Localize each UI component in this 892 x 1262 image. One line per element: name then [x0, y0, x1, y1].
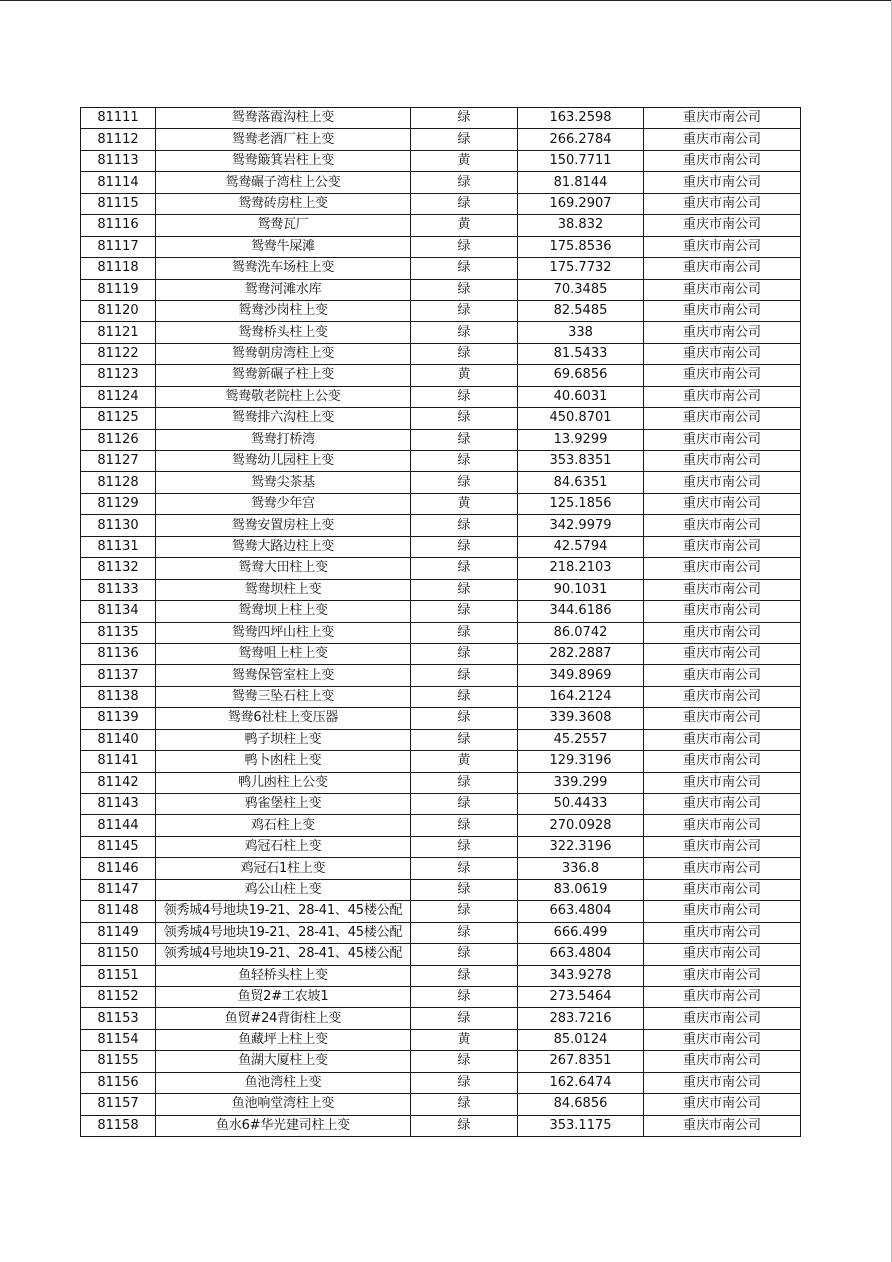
cell-company: 重庆市南公司: [644, 1051, 801, 1072]
table-row: [81, 300, 801, 321]
cell-id: 81122: [81, 343, 156, 364]
cell-company: 重庆市南公司: [644, 472, 801, 493]
table-row: [81, 944, 801, 965]
cell-value: 162.6474: [518, 1072, 644, 1093]
table-row: [81, 1115, 801, 1136]
cell-company: 重庆市南公司: [644, 815, 801, 836]
table-row: [81, 1029, 801, 1050]
cell-company: 重庆市南公司: [644, 1029, 801, 1050]
table-row: [81, 858, 801, 879]
cell-name: 鸳鸯簸箕岩柱上变: [156, 150, 411, 171]
table-row: [81, 515, 801, 536]
cell-status: 绿: [411, 1008, 518, 1029]
cell-id: 81111: [81, 108, 156, 129]
cell-name: 鸳鸯咀上柱上变: [156, 643, 411, 664]
cell-company: 重庆市南公司: [644, 493, 801, 514]
cell-name: 鸳鸯敬老院柱上公变: [156, 386, 411, 407]
cell-id: 81148: [81, 901, 156, 922]
cell-id: 81129: [81, 493, 156, 514]
cell-status: 黄: [411, 751, 518, 772]
table-row: [81, 686, 801, 707]
table-row: [81, 172, 801, 193]
table-row: [81, 901, 801, 922]
cell-name: 鸳鸯四坪山柱上变: [156, 622, 411, 643]
cell-name-text: 领秀城4号地块19-21、28-41、45楼公配: [163, 946, 403, 962]
cell-status: 绿: [411, 601, 518, 622]
cell-id: 81151: [81, 965, 156, 986]
cell-name: 鸳鸯碾子湾柱上公变: [156, 172, 411, 193]
cell-status: 黄: [411, 1029, 518, 1050]
table-row: [81, 772, 801, 793]
cell-value: 83.0619: [518, 879, 644, 900]
cell-value: 85.0124: [518, 1029, 644, 1050]
table-row: [81, 536, 801, 557]
cell-name: 鸳鸯桥头柱上变: [156, 322, 411, 343]
cell-value: 353.1175: [518, 1115, 644, 1136]
cell-company: 重庆市南公司: [644, 965, 801, 986]
table-row: [81, 879, 801, 900]
cell-status: 绿: [411, 879, 518, 900]
cell-status: 绿: [411, 965, 518, 986]
cell-name: 鸳鸯少年宫: [156, 493, 411, 514]
table-row: [81, 365, 801, 386]
cell-status: 绿: [411, 129, 518, 150]
cell-value: 69.6856: [518, 365, 644, 386]
cell-status: 绿: [411, 729, 518, 750]
cell-value: 125.1856: [518, 493, 644, 514]
cell-status: 绿: [411, 901, 518, 922]
cell-name: 鸳鸯坝柱上变: [156, 579, 411, 600]
cell-value: 663.4804: [518, 901, 644, 922]
cell-status: 绿: [411, 558, 518, 579]
table-row: [81, 386, 801, 407]
cell-value: 273.5464: [518, 986, 644, 1007]
cell-status: 绿: [411, 343, 518, 364]
table-row: [81, 601, 801, 622]
cell-value: 81.8144: [518, 172, 644, 193]
cell-name: 鸡石柱上变: [156, 815, 411, 836]
cell-status: 绿: [411, 1051, 518, 1072]
cell-value: 218.2103: [518, 558, 644, 579]
cell-company: 重庆市南公司: [644, 108, 801, 129]
cell-company: 重庆市南公司: [644, 258, 801, 279]
table-row: [81, 708, 801, 729]
table-row: [81, 236, 801, 257]
cell-name: 鸳鸯河滩水库: [156, 279, 411, 300]
cell-id: 81112: [81, 129, 156, 150]
cell-name: 鸦雀堡柱上变: [156, 794, 411, 815]
cell-status: 绿: [411, 986, 518, 1007]
cell-name: 鸭卜凼柱上变: [156, 751, 411, 772]
cell-status: 绿: [411, 386, 518, 407]
cell-company: 重庆市南公司: [644, 322, 801, 343]
cell-status: 绿: [411, 322, 518, 343]
cell-status: 绿: [411, 472, 518, 493]
cell-company: 重庆市南公司: [644, 451, 801, 472]
cell-name: 鸳鸯排六沟柱上变: [156, 408, 411, 429]
cell-id: 81125: [81, 408, 156, 429]
cell-id: 81116: [81, 215, 156, 236]
cell-name: 鱼湖大厦柱上变: [156, 1051, 411, 1072]
cell-value: 353.8351: [518, 451, 644, 472]
page-edge-line: [0, 0, 892, 1]
cell-status: 绿: [411, 515, 518, 536]
table-row: [81, 472, 801, 493]
cell-company: 重庆市南公司: [644, 300, 801, 321]
cell-company: 重庆市南公司: [644, 193, 801, 214]
cell-id: 81124: [81, 386, 156, 407]
cell-company: 重庆市南公司: [644, 343, 801, 364]
cell-id: 81120: [81, 300, 156, 321]
table-row: [81, 150, 801, 171]
cell-value: 150.7711: [518, 150, 644, 171]
cell-id: 81139: [81, 708, 156, 729]
cell-value: 349.8969: [518, 665, 644, 686]
cell-company: 重庆市南公司: [644, 1094, 801, 1115]
cell-status: 绿: [411, 536, 518, 557]
cell-id: 81121: [81, 322, 156, 343]
cell-name: 鱼贸2#工农坡1: [156, 986, 411, 1007]
cell-company: 重庆市南公司: [644, 665, 801, 686]
table-row: [81, 451, 801, 472]
cell-company: 重庆市南公司: [644, 901, 801, 922]
cell-company: 重庆市南公司: [644, 622, 801, 643]
table-row: [81, 729, 801, 750]
table-row: [81, 408, 801, 429]
cell-name: 鱼藏坪上柱上变: [156, 1029, 411, 1050]
cell-status: 绿: [411, 708, 518, 729]
cell-id: 81142: [81, 772, 156, 793]
table-row: [81, 129, 801, 150]
cell-status: 绿: [411, 236, 518, 257]
cell-company: 重庆市南公司: [644, 751, 801, 772]
cell-value: 42.5794: [518, 536, 644, 557]
table-row: [81, 665, 801, 686]
cell-value: 86.0742: [518, 622, 644, 643]
cell-name: 鱼水6#华光建司柱上变: [156, 1115, 411, 1136]
table-row: [81, 322, 801, 343]
cell-name: 鱼池湾柱上变: [156, 1072, 411, 1093]
cell-company: 重庆市南公司: [644, 879, 801, 900]
table-row: [81, 815, 801, 836]
cell-name: 鸳鸯洗车场柱上变: [156, 258, 411, 279]
cell-id: 81157: [81, 1094, 156, 1115]
cell-value: 163.2598: [518, 108, 644, 129]
cell-name: 鸳鸯新碾子柱上变: [156, 365, 411, 386]
cell-status: 绿: [411, 258, 518, 279]
table-row: [81, 493, 801, 514]
cell-name: 鸳鸯砖房柱上变: [156, 193, 411, 214]
cell-value: 70.3485: [518, 279, 644, 300]
cell-id: 81152: [81, 986, 156, 1007]
table-row: [81, 751, 801, 772]
cell-id: 81123: [81, 365, 156, 386]
cell-status: 绿: [411, 815, 518, 836]
cell-company: 重庆市南公司: [644, 772, 801, 793]
cell-status: 绿: [411, 944, 518, 965]
cell-value: 336.8: [518, 858, 644, 879]
cell-name: 鸭子坝柱上变: [156, 729, 411, 750]
cell-value: 338: [518, 322, 644, 343]
table-row: [81, 622, 801, 643]
table-row: [81, 836, 801, 857]
cell-value: 322.3196: [518, 836, 644, 857]
cell-name: [156, 922, 411, 943]
cell-name: 鸳鸯牛屎滩: [156, 236, 411, 257]
cell-status: 绿: [411, 1072, 518, 1093]
cell-value: 666.499: [518, 922, 644, 943]
cell-company: 重庆市南公司: [644, 386, 801, 407]
cell-value: 267.8351: [518, 1051, 644, 1072]
cell-value: 282.2887: [518, 643, 644, 664]
cell-id: 81117: [81, 236, 156, 257]
cell-value: 90.1031: [518, 579, 644, 600]
cell-value: 344.6186: [518, 601, 644, 622]
cell-name: [156, 901, 411, 922]
cell-name: 鸳鸯6社柱上变压器: [156, 708, 411, 729]
cell-id: 81154: [81, 1029, 156, 1050]
cell-company: 重庆市南公司: [644, 408, 801, 429]
table-row: [81, 429, 801, 450]
cell-id: 81140: [81, 729, 156, 750]
cell-name: 鱼轻桥头柱上变: [156, 965, 411, 986]
cell-id: 81128: [81, 472, 156, 493]
cell-id: 81132: [81, 558, 156, 579]
cell-name-text: 领秀城4号地块19-21、28-41、45楼公配: [163, 924, 403, 940]
cell-status: 绿: [411, 579, 518, 600]
cell-id: 81119: [81, 279, 156, 300]
cell-value: 84.6856: [518, 1094, 644, 1115]
table-row: [81, 279, 801, 300]
cell-id: 81153: [81, 1008, 156, 1029]
cell-company: 重庆市南公司: [644, 729, 801, 750]
cell-status: 绿: [411, 108, 518, 129]
cell-name: 鸳鸯落霞沟柱上变: [156, 108, 411, 129]
cell-value: 175.8536: [518, 236, 644, 257]
cell-id: 81147: [81, 879, 156, 900]
cell-status: 绿: [411, 429, 518, 450]
cell-status: 黄: [411, 215, 518, 236]
cell-name: 鸳鸯朝房湾柱上变: [156, 343, 411, 364]
cell-value: 339.299: [518, 772, 644, 793]
cell-id: 81133: [81, 579, 156, 600]
table-row: [81, 343, 801, 364]
cell-company: 重庆市南公司: [644, 922, 801, 943]
cell-name: 鱼贸#24背街柱上变: [156, 1008, 411, 1029]
cell-company: 重庆市南公司: [644, 215, 801, 236]
table-row: [81, 108, 801, 129]
cell-status: 绿: [411, 451, 518, 472]
cell-value: 38.832: [518, 215, 644, 236]
cell-status: 绿: [411, 836, 518, 857]
cell-value: 283.7216: [518, 1008, 644, 1029]
cell-status: 绿: [411, 172, 518, 193]
cell-company: 重庆市南公司: [644, 236, 801, 257]
cell-company: 重庆市南公司: [644, 129, 801, 150]
table-row: [81, 193, 801, 214]
table-row: [81, 258, 801, 279]
cell-status: 绿: [411, 922, 518, 943]
cell-status: 绿: [411, 643, 518, 664]
cell-company: 重庆市南公司: [644, 944, 801, 965]
cell-status: 绿: [411, 794, 518, 815]
cell-value: 45.2557: [518, 729, 644, 750]
table-row: [81, 794, 801, 815]
cell-company: 重庆市南公司: [644, 643, 801, 664]
cell-name-text: 领秀城4号地块19-21、28-41、45楼公配: [163, 903, 403, 919]
cell-company: 重庆市南公司: [644, 686, 801, 707]
cell-id: 81114: [81, 172, 156, 193]
table-row: [81, 558, 801, 579]
cell-value: 663.4804: [518, 944, 644, 965]
cell-name: 鸳鸯幼儿园柱上变: [156, 451, 411, 472]
cell-status: 绿: [411, 279, 518, 300]
cell-company: 重庆市南公司: [644, 172, 801, 193]
cell-company: 重庆市南公司: [644, 150, 801, 171]
cell-value: 50.4433: [518, 794, 644, 815]
cell-name: 鸳鸯沙岗柱上变: [156, 300, 411, 321]
cell-id: 81155: [81, 1051, 156, 1072]
table-row: [81, 1051, 801, 1072]
cell-id: 81141: [81, 751, 156, 772]
table-row: [81, 922, 801, 943]
cell-company: 重庆市南公司: [644, 365, 801, 386]
table-row: [81, 1094, 801, 1115]
cell-name: 鸳鸯大路边柱上变: [156, 536, 411, 557]
cell-name: 鱼池响堂湾柱上变: [156, 1094, 411, 1115]
cell-status: 绿: [411, 193, 518, 214]
cell-value: 81.5433: [518, 343, 644, 364]
cell-status: 绿: [411, 1094, 518, 1115]
cell-company: 重庆市南公司: [644, 1115, 801, 1136]
cell-id: 81158: [81, 1115, 156, 1136]
cell-id: 81131: [81, 536, 156, 557]
cell-status: 绿: [411, 408, 518, 429]
cell-value: 82.5485: [518, 300, 644, 321]
cell-id: 81144: [81, 815, 156, 836]
cell-id: 81127: [81, 451, 156, 472]
cell-value: 343.9278: [518, 965, 644, 986]
cell-value: 40.6031: [518, 386, 644, 407]
cell-company: 重庆市南公司: [644, 708, 801, 729]
cell-company: 重庆市南公司: [644, 579, 801, 600]
cell-company: 重庆市南公司: [644, 1008, 801, 1029]
cell-name: 鸡冠石柱上变: [156, 836, 411, 857]
cell-id: 81146: [81, 858, 156, 879]
cell-name: 鸡公山柱上变: [156, 879, 411, 900]
cell-id: 81135: [81, 622, 156, 643]
cell-name: 鸳鸯大田柱上变: [156, 558, 411, 579]
cell-name: 鸳鸯保管室柱上变: [156, 665, 411, 686]
cell-id: 81138: [81, 686, 156, 707]
table-row: [81, 1008, 801, 1029]
table-body: [81, 108, 801, 1137]
cell-company: 重庆市南公司: [644, 429, 801, 450]
cell-id: 81118: [81, 258, 156, 279]
cell-status: 绿: [411, 622, 518, 643]
cell-status: 黄: [411, 150, 518, 171]
cell-status: 绿: [411, 686, 518, 707]
cell-name: 鸳鸯尖茶基: [156, 472, 411, 493]
cell-value: 339.3608: [518, 708, 644, 729]
cell-status: 绿: [411, 1115, 518, 1136]
cell-company: 重庆市南公司: [644, 1072, 801, 1093]
cell-status: 黄: [411, 493, 518, 514]
cell-value: 270.0928: [518, 815, 644, 836]
cell-company: 重庆市南公司: [644, 601, 801, 622]
cell-value: 266.2784: [518, 129, 644, 150]
cell-value: 450.8701: [518, 408, 644, 429]
cell-company: 重庆市南公司: [644, 794, 801, 815]
table-row: [81, 643, 801, 664]
cell-value: 175.7732: [518, 258, 644, 279]
cell-name: 鸳鸯三坠石柱上变: [156, 686, 411, 707]
cell-name: 鸳鸯安置房柱上变: [156, 515, 411, 536]
table-row: [81, 1072, 801, 1093]
cell-status: 绿: [411, 772, 518, 793]
cell-company: 重庆市南公司: [644, 279, 801, 300]
cell-company: 重庆市南公司: [644, 515, 801, 536]
cell-status: 黄: [411, 365, 518, 386]
cell-name: [156, 944, 411, 965]
cell-name: 鸳鸯坝上柱上变: [156, 601, 411, 622]
table-row: [81, 986, 801, 1007]
cell-id: 81145: [81, 836, 156, 857]
cell-name: 鸡冠石1柱上变: [156, 858, 411, 879]
cell-value: 84.6351: [518, 472, 644, 493]
cell-id: 81136: [81, 643, 156, 664]
data-table: [80, 107, 801, 1137]
cell-name: 鸳鸯瓦厂: [156, 215, 411, 236]
table-row: [81, 579, 801, 600]
cell-status: 绿: [411, 300, 518, 321]
cell-value: 169.2907: [518, 193, 644, 214]
cell-status: 绿: [411, 665, 518, 686]
cell-name: 鸳鸯老酒厂柱上变: [156, 129, 411, 150]
cell-id: 81134: [81, 601, 156, 622]
cell-value: 164.2124: [518, 686, 644, 707]
cell-value: 342.9979: [518, 515, 644, 536]
cell-name: 鸭儿凼柱上公变: [156, 772, 411, 793]
table-row: [81, 215, 801, 236]
cell-company: 重庆市南公司: [644, 536, 801, 557]
cell-status: 绿: [411, 858, 518, 879]
cell-id: 81137: [81, 665, 156, 686]
cell-company: 重庆市南公司: [644, 986, 801, 1007]
cell-company: 重庆市南公司: [644, 558, 801, 579]
cell-id: 81149: [81, 922, 156, 943]
cell-value: 129.3196: [518, 751, 644, 772]
cell-id: 81156: [81, 1072, 156, 1093]
cell-company: 重庆市南公司: [644, 858, 801, 879]
cell-id: 81150: [81, 944, 156, 965]
cell-name: 鸳鸯打桥湾: [156, 429, 411, 450]
cell-id: 81143: [81, 794, 156, 815]
cell-id: 81126: [81, 429, 156, 450]
cell-company: 重庆市南公司: [644, 836, 801, 857]
cell-id: 81115: [81, 193, 156, 214]
cell-value: 13.9299: [518, 429, 644, 450]
cell-id: 81130: [81, 515, 156, 536]
table-row: [81, 965, 801, 986]
cell-id: 81113: [81, 150, 156, 171]
